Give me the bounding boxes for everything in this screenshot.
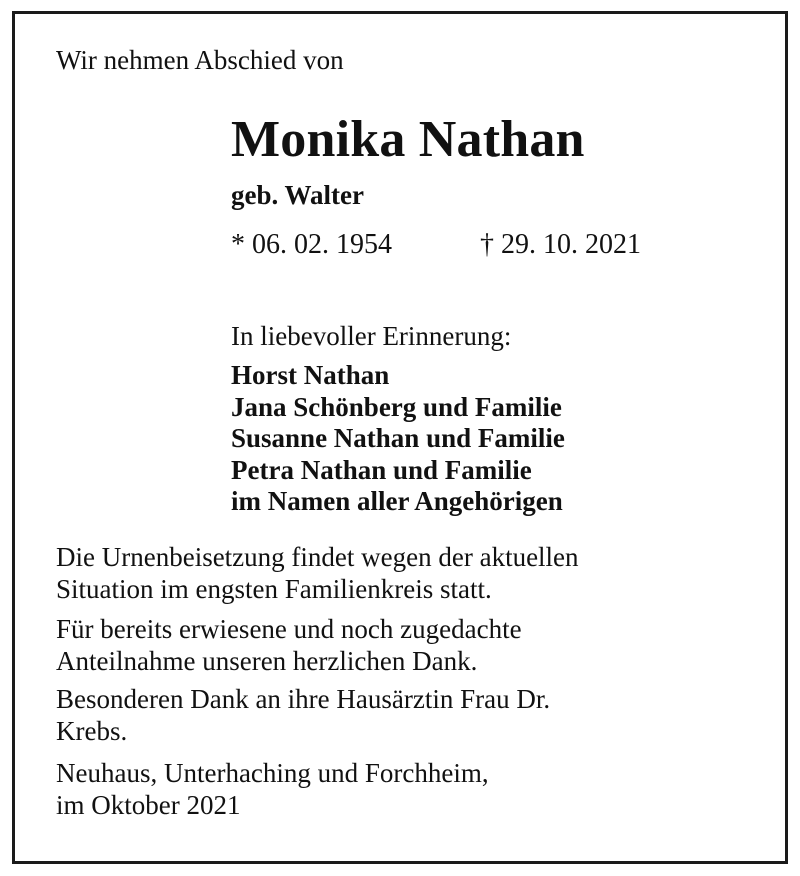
- memory-line: In liebevoller Erinnerung:: [231, 321, 512, 351]
- paragraph-line: Für bereits erwiesene und noch zugedachte: [56, 614, 522, 644]
- paragraph-line: Anteilnahme unseren herzlichen Dank.: [56, 645, 478, 676]
- mourner-item: im Namen aller Angehörigen: [231, 486, 563, 516]
- paragraph-thanks: [56, 614, 756, 677]
- deceased-name: Monika Nathan: [231, 111, 585, 168]
- obituary-notice-frame: [12, 11, 788, 864]
- mourners-list: [231, 360, 565, 518]
- death-date: † 29. 10. 2021: [480, 229, 641, 260]
- paragraph-burial: [56, 542, 756, 605]
- place-and-date: [56, 758, 756, 821]
- paragraph-line: im Oktober 2021: [56, 789, 241, 820]
- mourner-item: Jana Schönberg und Familie: [231, 391, 562, 422]
- birth-date: * 06. 02. 1954: [231, 229, 392, 260]
- paragraph-line: Situation im engsten Familienkreis statt.: [56, 573, 492, 604]
- birth-name: geb. Walter: [231, 180, 364, 210]
- mourner-item: Susanne Nathan und Familie: [231, 423, 565, 453]
- paragraph-line: Die Urnenbeisetzung findet wegen der aktuellen: [56, 542, 579, 572]
- paragraph-line: Besonderen Dank an ihre Hausärztin Frau Dr.: [56, 684, 551, 714]
- mourner-item: Petra Nathan und Familie: [231, 454, 532, 485]
- mourner-item: Horst Nathan: [231, 360, 390, 390]
- paragraph-line: Krebs.: [56, 715, 128, 746]
- intro-text: Wir nehmen Abschied von: [56, 45, 344, 75]
- paragraph-line: Neuhaus, Unterhaching und Forchheim,: [56, 758, 489, 788]
- paragraph-doctor-thanks: [56, 684, 756, 747]
